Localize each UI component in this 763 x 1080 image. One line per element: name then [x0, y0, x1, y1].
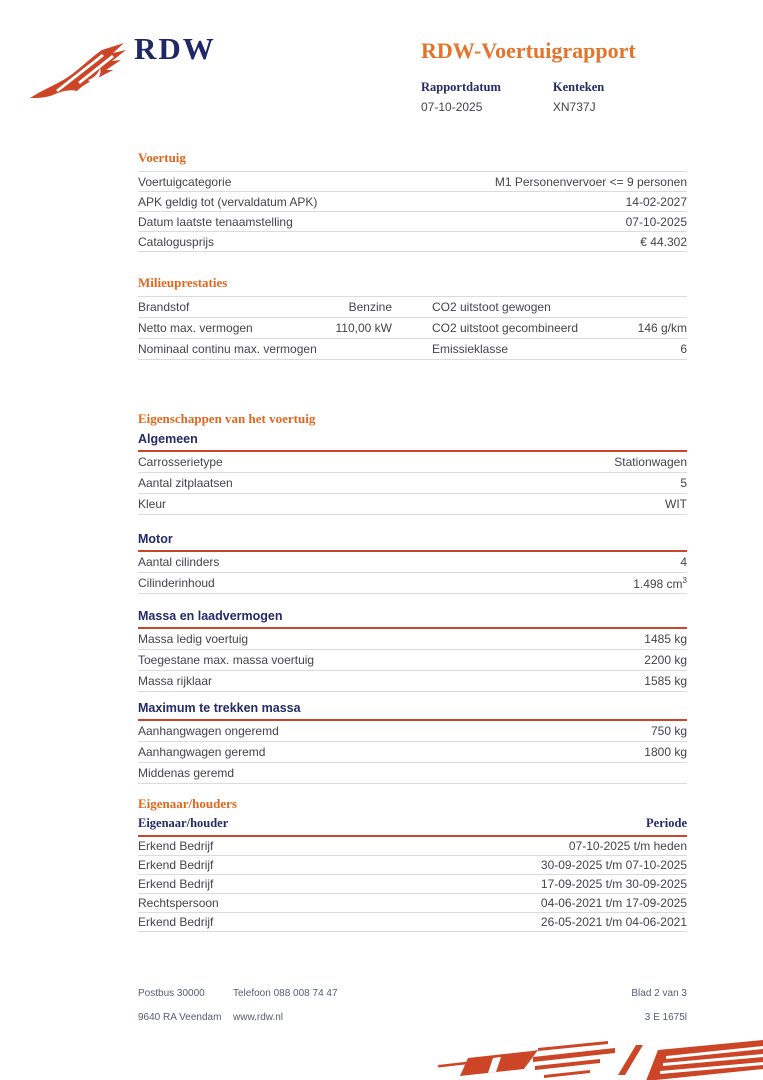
- table-row: [138, 452, 687, 473]
- report-meta: [421, 80, 604, 114]
- row-label: Cilinderinhoud: [138, 576, 215, 590]
- table-row: [138, 913, 687, 932]
- section-title-eigenschappen: Eigenschappen van het voertuig: [138, 411, 316, 426]
- table-row: [138, 742, 687, 763]
- section-title-eigenaar-houders: Eigenaar/houders: [138, 796, 237, 811]
- report-date-block: [421, 80, 501, 114]
- table-row: [138, 573, 687, 594]
- row-value: 1800 kg: [644, 745, 687, 759]
- row-label: Toegestane max. massa voertuig: [138, 653, 315, 667]
- brand-wordmark: RDW: [134, 31, 216, 66]
- table-row: [138, 671, 687, 692]
- row-value: 1.498 $cm^3$: [633, 575, 687, 591]
- row-value: 4: [680, 555, 687, 569]
- report-date-value: 07-10-2025: [421, 100, 483, 114]
- row-value: 750 kg: [650, 724, 687, 738]
- owner-type: Erkend Bedrijf: [138, 858, 214, 872]
- section-title-milieuprestaties: Milieuprestaties: [138, 275, 687, 297]
- row-value: M1 Personenvervoer <= 9 personen: [494, 174, 687, 189]
- owner-type: Erkend Bedrijf: [138, 839, 214, 853]
- footer-address-line2: 9640 RA Veendam: [138, 1012, 222, 1023]
- table-row: [138, 172, 687, 192]
- row-value: € 44.302: [640, 234, 687, 249]
- row-label: Carrosserietype: [138, 455, 223, 469]
- report-date-label: Rapportdatum: [421, 80, 501, 94]
- table-row: [138, 212, 687, 232]
- row-label-right: CO2 uitstoot gewogen: [432, 300, 551, 314]
- table-row: [138, 494, 687, 515]
- footer-line-1: [138, 988, 687, 999]
- table-row: [138, 552, 687, 573]
- subsection-title-algemeen: Algemeen: [138, 432, 687, 452]
- license-plate-label: Kenteken: [552, 80, 605, 94]
- row-value: WIT: [665, 497, 687, 511]
- table-row: [138, 318, 687, 339]
- subsection-title-trekken: Maximum te trekken massa: [138, 701, 687, 721]
- owner-period: 30-09-2025 t/m 07-10-2025: [540, 858, 687, 872]
- row-value-right: 6: [680, 342, 687, 356]
- license-plate-block: [553, 80, 604, 114]
- table-row: [138, 763, 687, 784]
- rdw-feather-icon: [28, 40, 130, 106]
- row-label: Middenas geremd: [138, 766, 235, 780]
- row-label: Voertuigcategorie: [138, 174, 232, 189]
- owner-period: 07-10-2025 t/m heden: [568, 839, 687, 853]
- row-label: Datum laatste tenaamstelling: [138, 214, 293, 229]
- table-row: [138, 721, 687, 742]
- row-label: Aanhangwagen geremd: [138, 745, 266, 759]
- page-footer: [138, 988, 687, 1036]
- row-label-left: Netto max. vermogen: [138, 321, 253, 335]
- row-label: Aantal zitplaatsen: [138, 476, 233, 490]
- table-row: [138, 856, 687, 875]
- row-label-right: Emissieklasse: [432, 342, 509, 356]
- owner-period: 04-06-2021 t/m 17-09-2025: [540, 896, 687, 910]
- row-label: Kleur: [138, 497, 167, 511]
- owner-period: 17-09-2025 t/m 30-09-2025: [540, 877, 687, 891]
- table-row: [138, 297, 687, 318]
- row-value: 14-02-2027: [625, 194, 687, 209]
- row-value-right: 146 g/km: [637, 321, 687, 335]
- footer-form-code: 3 E 1675l: [644, 1012, 687, 1023]
- footer-line-2: [138, 1012, 687, 1023]
- owner-type: Erkend Bedrijf: [138, 877, 214, 891]
- row-label-right: CO2 uitstoot gecombineerd: [432, 321, 579, 335]
- section-title-voertuig: Voertuig: [138, 150, 687, 172]
- table-row: [138, 837, 687, 856]
- row-value: 1585 kg: [644, 674, 687, 688]
- table-row: [138, 339, 687, 360]
- table-row: [138, 650, 687, 671]
- owners-table-header: [138, 816, 687, 837]
- page-title: RDW-Voertuigrapport: [421, 38, 636, 63]
- superscript: 3: [682, 575, 687, 585]
- license-plate-value: XN737J: [552, 100, 596, 114]
- table-row: [138, 629, 687, 650]
- column-header-eigenaar: Eigenaar/houder: [138, 816, 229, 830]
- footer-phone: Telefoon 088 008 74 47: [233, 988, 338, 999]
- table-row: [138, 875, 687, 894]
- row-label: Aantal cilinders: [138, 555, 220, 569]
- table-row: [138, 192, 687, 212]
- row-label: Massa rijklaar: [138, 674, 213, 688]
- column-header-periode: Periode: [646, 816, 687, 830]
- section-voertuig: [138, 150, 687, 252]
- section-eigenschappen: [138, 411, 687, 784]
- row-label: APK geldig tot (vervaldatum APK): [138, 194, 318, 209]
- table-row: [138, 473, 687, 494]
- footer-page-info: Blad 2 van 3: [631, 988, 687, 999]
- table-row: [138, 232, 687, 252]
- owner-type: Rechtspersoon: [138, 896, 219, 910]
- row-label: Catalogusprijs: [138, 234, 215, 249]
- section-milieuprestaties: [138, 275, 687, 360]
- row-label-left: Nominaal continu max. vermogen: [138, 342, 317, 356]
- row-value: 07-10-2025: [625, 214, 687, 229]
- footer-website: www.rdw.nl: [233, 1012, 284, 1023]
- owner-period: 26-05-2021 t/m 04-06-2021: [540, 915, 687, 929]
- row-value-left: Benzine: [348, 300, 392, 314]
- row-value: Stationwagen: [614, 455, 687, 469]
- section-eigenaar-houders: [138, 796, 687, 932]
- subsection-title-motor: Motor: [138, 532, 687, 552]
- row-label: Massa ledig voertuig: [138, 632, 249, 646]
- subsection-title-massa: Massa en laadvermogen: [138, 609, 687, 629]
- row-value: 2200 kg: [644, 653, 687, 667]
- row-value-left: 110,00 kW: [335, 321, 392, 335]
- footer-address-line1: Postbus 30000: [138, 988, 205, 999]
- row-value: 1485 kg: [644, 632, 687, 646]
- owner-type: Erkend Bedrijf: [138, 915, 214, 929]
- row-value: 5: [680, 476, 687, 490]
- table-row: [138, 894, 687, 913]
- rdw-stripes-icon: [438, 1034, 763, 1080]
- row-label-left: Brandstof: [138, 300, 190, 314]
- row-label: Aanhangwagen ongeremd: [138, 724, 279, 738]
